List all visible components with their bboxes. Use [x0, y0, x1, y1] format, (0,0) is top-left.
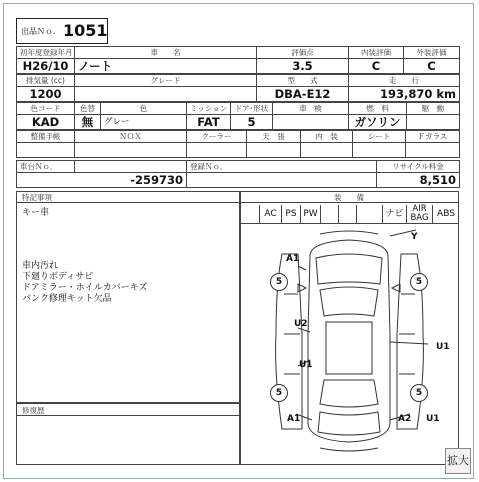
mark-a1-front: A1 [286, 254, 300, 264]
registration-value [187, 173, 377, 188]
mark-u2: U2 [294, 319, 308, 329]
cooler-value [187, 143, 247, 158]
notes-line-key: キー車 [22, 208, 50, 218]
option-blank-1 [320, 205, 338, 223]
option-ac: AC [259, 205, 281, 223]
recycle-fee-label: リサイクル料金 [377, 161, 460, 173]
drive-label: 駆 動 [407, 103, 460, 115]
displacement-value: 1200 [17, 87, 75, 102]
score-label: 評価点 [257, 47, 349, 59]
tire-front-left: 5 [270, 273, 288, 291]
tire-rear-left: 5 [270, 384, 288, 402]
grade-label: グレード [75, 75, 257, 87]
grade-value [75, 87, 257, 102]
service-book-value [17, 143, 75, 158]
mission-label: ミッション [187, 103, 231, 115]
repair-section [16, 403, 240, 465]
car-name-label: 車 名 [75, 47, 257, 59]
front-glass-label: Ｆガラス [406, 131, 460, 143]
tire-front-right: 5 [410, 273, 428, 291]
interior-grade-value: C [349, 59, 404, 74]
exterior-grade-value: C [404, 59, 460, 74]
seat-label: シート [353, 131, 406, 143]
front-glass-value [406, 143, 460, 158]
notes-line-1: 車内汚れ [22, 261, 59, 271]
color-change-label: 色替 [75, 103, 101, 115]
chassis-value: -259730 [17, 173, 187, 188]
fuel-value: ガソリン [349, 115, 407, 130]
cooler-label: クーラー [187, 131, 247, 143]
lot-number-box [16, 18, 108, 44]
info-table-row2 [16, 74, 460, 102]
lot-label: 出品Ｎｏ． [21, 27, 61, 36]
mark-a2: A2 [398, 414, 412, 424]
color-change-value: 無 [75, 115, 101, 130]
chassis-label: 車台Ｎｏ． [17, 161, 75, 173]
notes-line-2: 下廻りボディサビ [22, 272, 94, 282]
score-value: 3.5 [257, 59, 349, 74]
notes-line-4: パンク修理キット欠品 [22, 294, 112, 304]
option-airbag: AIR BAG [406, 205, 432, 223]
reg-date-value: H26/10 [17, 59, 75, 74]
notes-label: 特記事項 [22, 193, 52, 202]
zoom-button[interactable]: 拡大 [445, 448, 471, 474]
option-blank-2 [338, 205, 356, 223]
exterior-grade-label: 外装評価 [404, 47, 460, 59]
displacement-label: 排気量 (cc) [17, 75, 75, 87]
recycle-fee-value: 8,510 [377, 173, 460, 188]
equipment-label: 装 備 [334, 193, 364, 202]
car-name-value: ノート [75, 59, 257, 74]
option-navi: ナビ [382, 205, 406, 223]
model-code-label: 型 式 [257, 75, 349, 87]
doors-label: ドア･形状 [231, 103, 273, 115]
mileage-label: 走 行 [349, 75, 460, 87]
option-abs: ABS [432, 205, 459, 223]
nox-label: ＮＯＸ [75, 131, 187, 143]
option-ps: PS [281, 205, 300, 223]
car-damage-diagram [240, 224, 459, 464]
drive-value [407, 115, 460, 130]
repair-label: 修復歴 [22, 406, 45, 415]
mark-a1-rear: A1 [287, 414, 301, 424]
notes-line-3: ドアミラー・ホイルカバーキズ [22, 283, 148, 293]
headliner-label: 天 張 [247, 131, 301, 143]
mark-u1-rear: U1 [426, 414, 440, 424]
info-table-row5 [16, 160, 460, 188]
nox-value [75, 143, 187, 158]
color-code-label: 色コード [17, 103, 75, 115]
inspection-label: 車 検 [273, 103, 349, 115]
tire-rear-right: 5 [410, 384, 428, 402]
chassis-label-spacer [75, 161, 187, 173]
registration-label: 登録Ｎｏ． [187, 161, 377, 173]
model-code-value: DBA-E12 [257, 87, 349, 102]
info-table-row4 [16, 130, 460, 158]
service-book-label: 整備手帳 [17, 131, 75, 143]
interior-value [301, 143, 353, 158]
mission-value: FAT [187, 115, 231, 130]
mark-y: Y [411, 232, 418, 242]
lot-number: 1051 [63, 21, 108, 40]
interior-label: 内 装 [301, 131, 353, 143]
option-pw: PW [300, 205, 320, 223]
fuel-label: 燃 料 [349, 103, 407, 115]
repair-divider [16, 415, 240, 416]
seat-value [353, 143, 406, 158]
color-value: グレー [101, 115, 187, 130]
inspection-value [273, 115, 349, 130]
interior-grade-label: 内装評価 [349, 47, 404, 59]
color-label: 色 [101, 103, 187, 115]
mileage-value: 193,870 km [349, 87, 460, 102]
headliner-value [247, 143, 301, 158]
mark-u1-right: U1 [436, 342, 450, 352]
doors-value: 5 [231, 115, 273, 130]
option-blank-3 [356, 205, 374, 223]
info-table-row3 [16, 102, 460, 130]
info-table-top [16, 46, 460, 74]
mark-u1-roof: U1 [299, 360, 313, 370]
color-code-value: KAD [17, 115, 75, 130]
reg-date-label: 初年度登録年月 [17, 47, 75, 59]
